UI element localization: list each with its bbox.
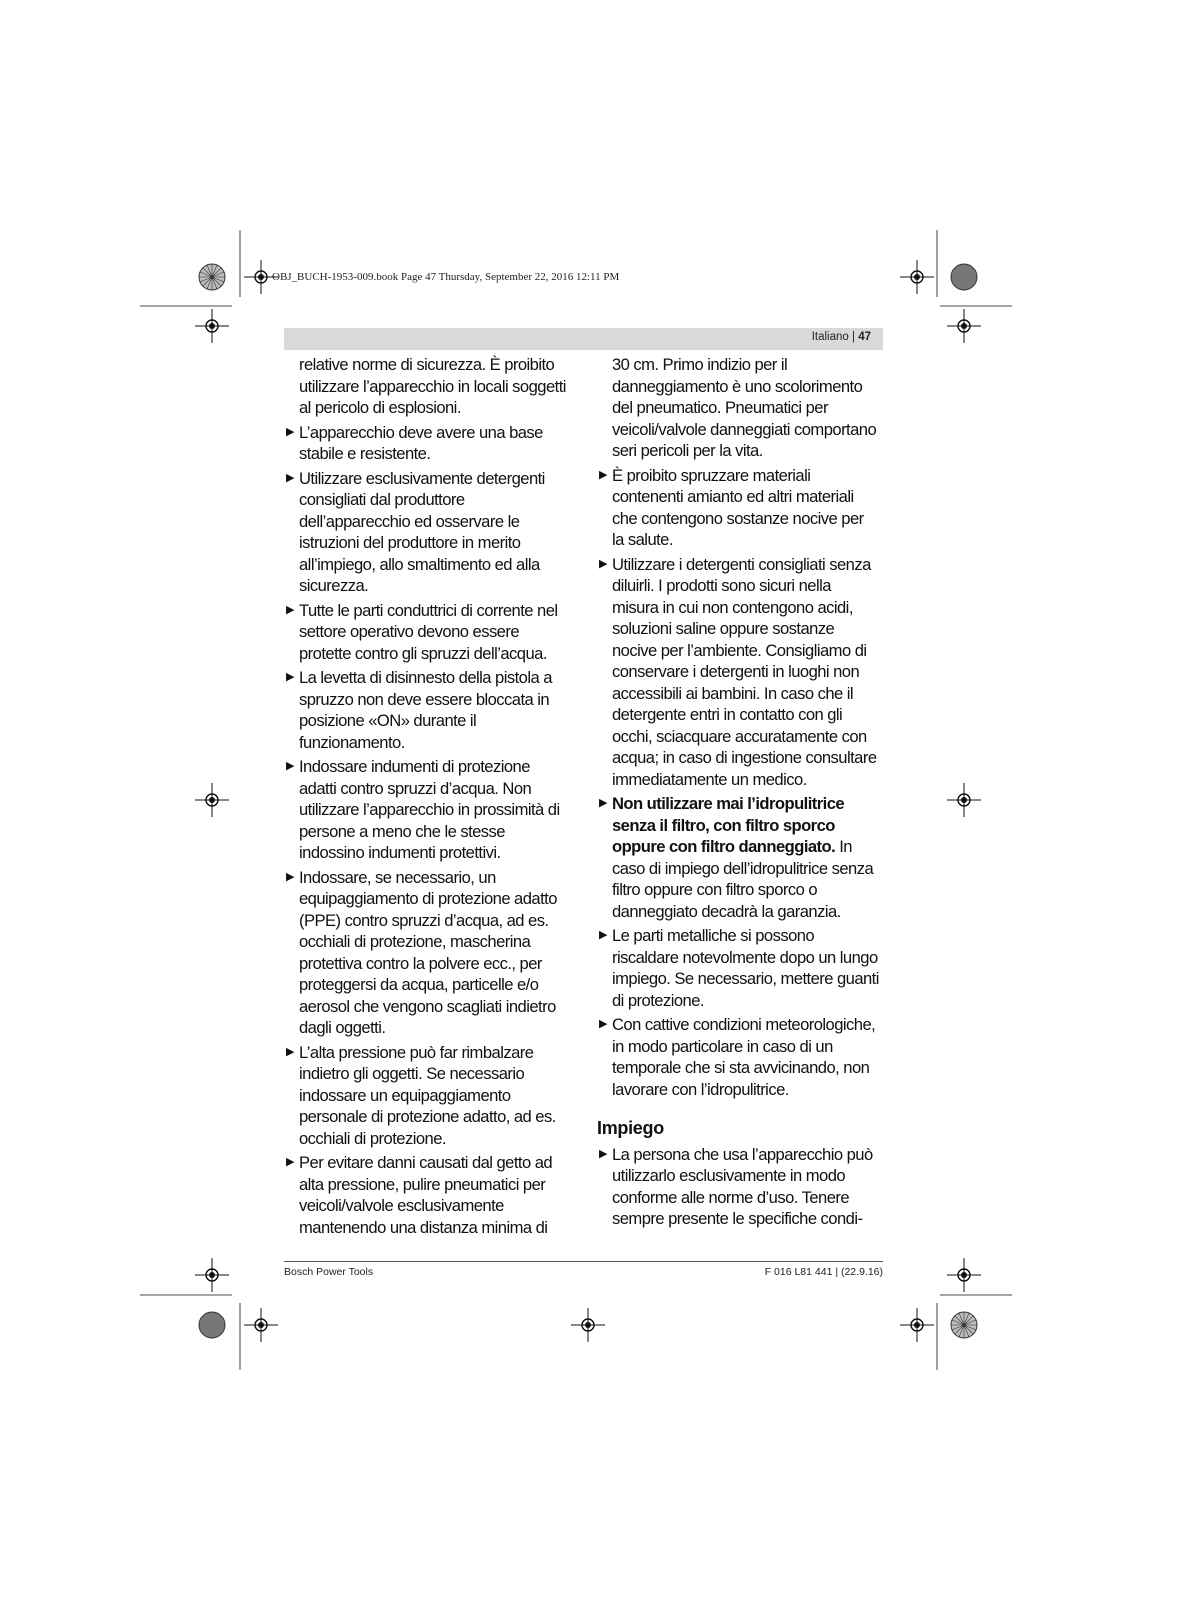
list-item: ▶ Indossare indumenti di protezione adatti contro spruzzi d’acqua. Non utilizzare l’apparecchio in prossimità di persone a meno che le stesse indossino indumenti protettivi. xyxy=(286,757,560,862)
list-item: ▶ È proibito spruzzare materiali contenenti amianto ed altri materiali che contengono sostanze nocive per la salute. xyxy=(599,465,864,549)
bullet-arrow-icon: ▶ xyxy=(286,671,294,683)
header-language: Italiano xyxy=(811,331,849,343)
list-item: ▶ Per evitare danni causati dal getto ad alta pressione, pulire pneumatici per veicoli/valvole esclusivamente mantenendo una distanza minima di xyxy=(286,1153,553,1237)
bullet-arrow-icon: ▶ xyxy=(599,468,607,481)
bullet-arrow-icon: ▶ xyxy=(599,929,607,941)
bullet-arrow-icon: ▶ xyxy=(286,870,294,883)
list-item: ▶ L’alta pressione può far rimbalzare indietro gli oggetti. Se necessario indossare un equipaggiamento personale di protezione adatto, ad es. occhiali di protezione. xyxy=(286,1042,556,1148)
warning-bold-text: Non utilizzare mai l’idropulitrice senza il filtro, con filtro sporco oppure con filtro danneggiato. xyxy=(612,794,845,856)
list-item: ▶ La levetta di disinnesto della pistola a spruzzo non deve essere bloccata in posizione «ON» durante il funzionamento. xyxy=(286,668,552,752)
right-column xyxy=(597,354,879,1233)
page-number: 47 xyxy=(858,331,871,343)
bullet-arrow-icon: ▶ xyxy=(599,557,607,570)
footer-doc-code: F 016 L81 441 | (22.9.16) xyxy=(764,1266,883,1278)
list-item: ▶ Utilizzare esclusivamente detergenti consigliati dal produttore dell’apparecchio ed osservare le istruzioni del produttore in merito all’impiego, allo smaltimento ed alla sicurezza. xyxy=(286,468,545,595)
list-item: ▶ Le parti metalliche si possono riscaldare notevolmente dopo un lungo impiego. Se necessario, mettere guanti di protezione. xyxy=(599,926,879,1010)
continued-paragraph: relative norme di sicurezza. È proibito utilizzare l’apparecchio in locali soggetti al pericolo di esplosioni. xyxy=(299,355,566,417)
bullet-arrow-icon: ▶ xyxy=(599,1018,607,1030)
bullet-arrow-icon: ▶ xyxy=(286,603,294,616)
bullet-arrow-icon: ▶ xyxy=(286,471,294,484)
list-item: ▶ L’apparecchio deve avere una base stabile e resistente. xyxy=(286,422,543,463)
section-heading: Impiego xyxy=(597,1118,664,1138)
left-column xyxy=(284,354,566,1241)
continued-paragraph: 30 cm. Primo indizio per il danneggiamento è uno scolorimento del pneumatico. Pneumatici per veicoli/valvole danneggiati comportano seri pericoli per la vita. xyxy=(612,355,877,460)
page-header xyxy=(284,328,883,350)
bullet-arrow-icon: ▶ xyxy=(599,797,607,809)
bullet-arrow-icon: ▶ xyxy=(286,425,294,438)
bullet-arrow-icon: ▶ xyxy=(286,1156,294,1168)
list-item-warning: ▶ Non utilizzare mai l’idropulitrice senza il filtro, con filtro sporco oppure con filtro danneggiato. In caso di impiego dell’idropulitrice senza filtro oppure con filtro sporco o danneggiato decadrà la garanzia. xyxy=(599,794,874,921)
list-item: ▶ Con cattive condizioni meteorologiche, in modo particolare in caso di un temporale che si sta avvicinando, non lavorare con l’idropulitrice. xyxy=(599,1015,876,1099)
list-item: ▶ La persona che usa l’apparecchio può utilizzarlo esclusivamente in modo conforme alle norme d’uso. Tenere sempre presente le specifiche condi- xyxy=(599,1144,873,1228)
header-separator: | xyxy=(852,331,855,343)
header-label xyxy=(812,331,871,343)
bullet-arrow-icon: ▶ xyxy=(599,1147,607,1160)
print-slug: OBJ_BUCH-1953-009.book Page 47 Thursday, September 22, 2016 12:11 PM xyxy=(272,271,620,283)
footer-divider xyxy=(284,1261,883,1262)
bullet-arrow-icon: ▶ xyxy=(286,1045,294,1058)
footer-publisher: Bosch Power Tools xyxy=(284,1266,374,1278)
list-item: ▶ Utilizzare i detergenti consigliati senza diluirli. I prodotti sono sicuri nella misura in cui non contengono acidi, soluzioni saline oppure sostanze nocive per l’ambiente. Consigliamo di conservare i detergenti in luoghi non accessibili ai bambini. In caso che il detergente entri in contatto con gli occhi, sciacquare accuratamente con acqua; in caso di ingestione consultare immediatamente un medico. xyxy=(599,554,877,789)
bullet-arrow-icon: ▶ xyxy=(286,760,294,772)
list-item: ▶ Tutte le parti conduttrici di corrente nel settore operativo devono essere protette contro gli spruzzi dell’acqua. xyxy=(286,600,558,663)
list-item: ▶ Indossare, se necessario, un equipaggiamento di protezione adatto (PPE) contro spruzzi d’acqua, ad es. occhiali di protezione, mascherina protettiva contro la polvere ecc., per proteggersi da acqua, particelle e/o aerosol che vengono scagliati indietro dagli oggetti. xyxy=(286,867,557,1037)
